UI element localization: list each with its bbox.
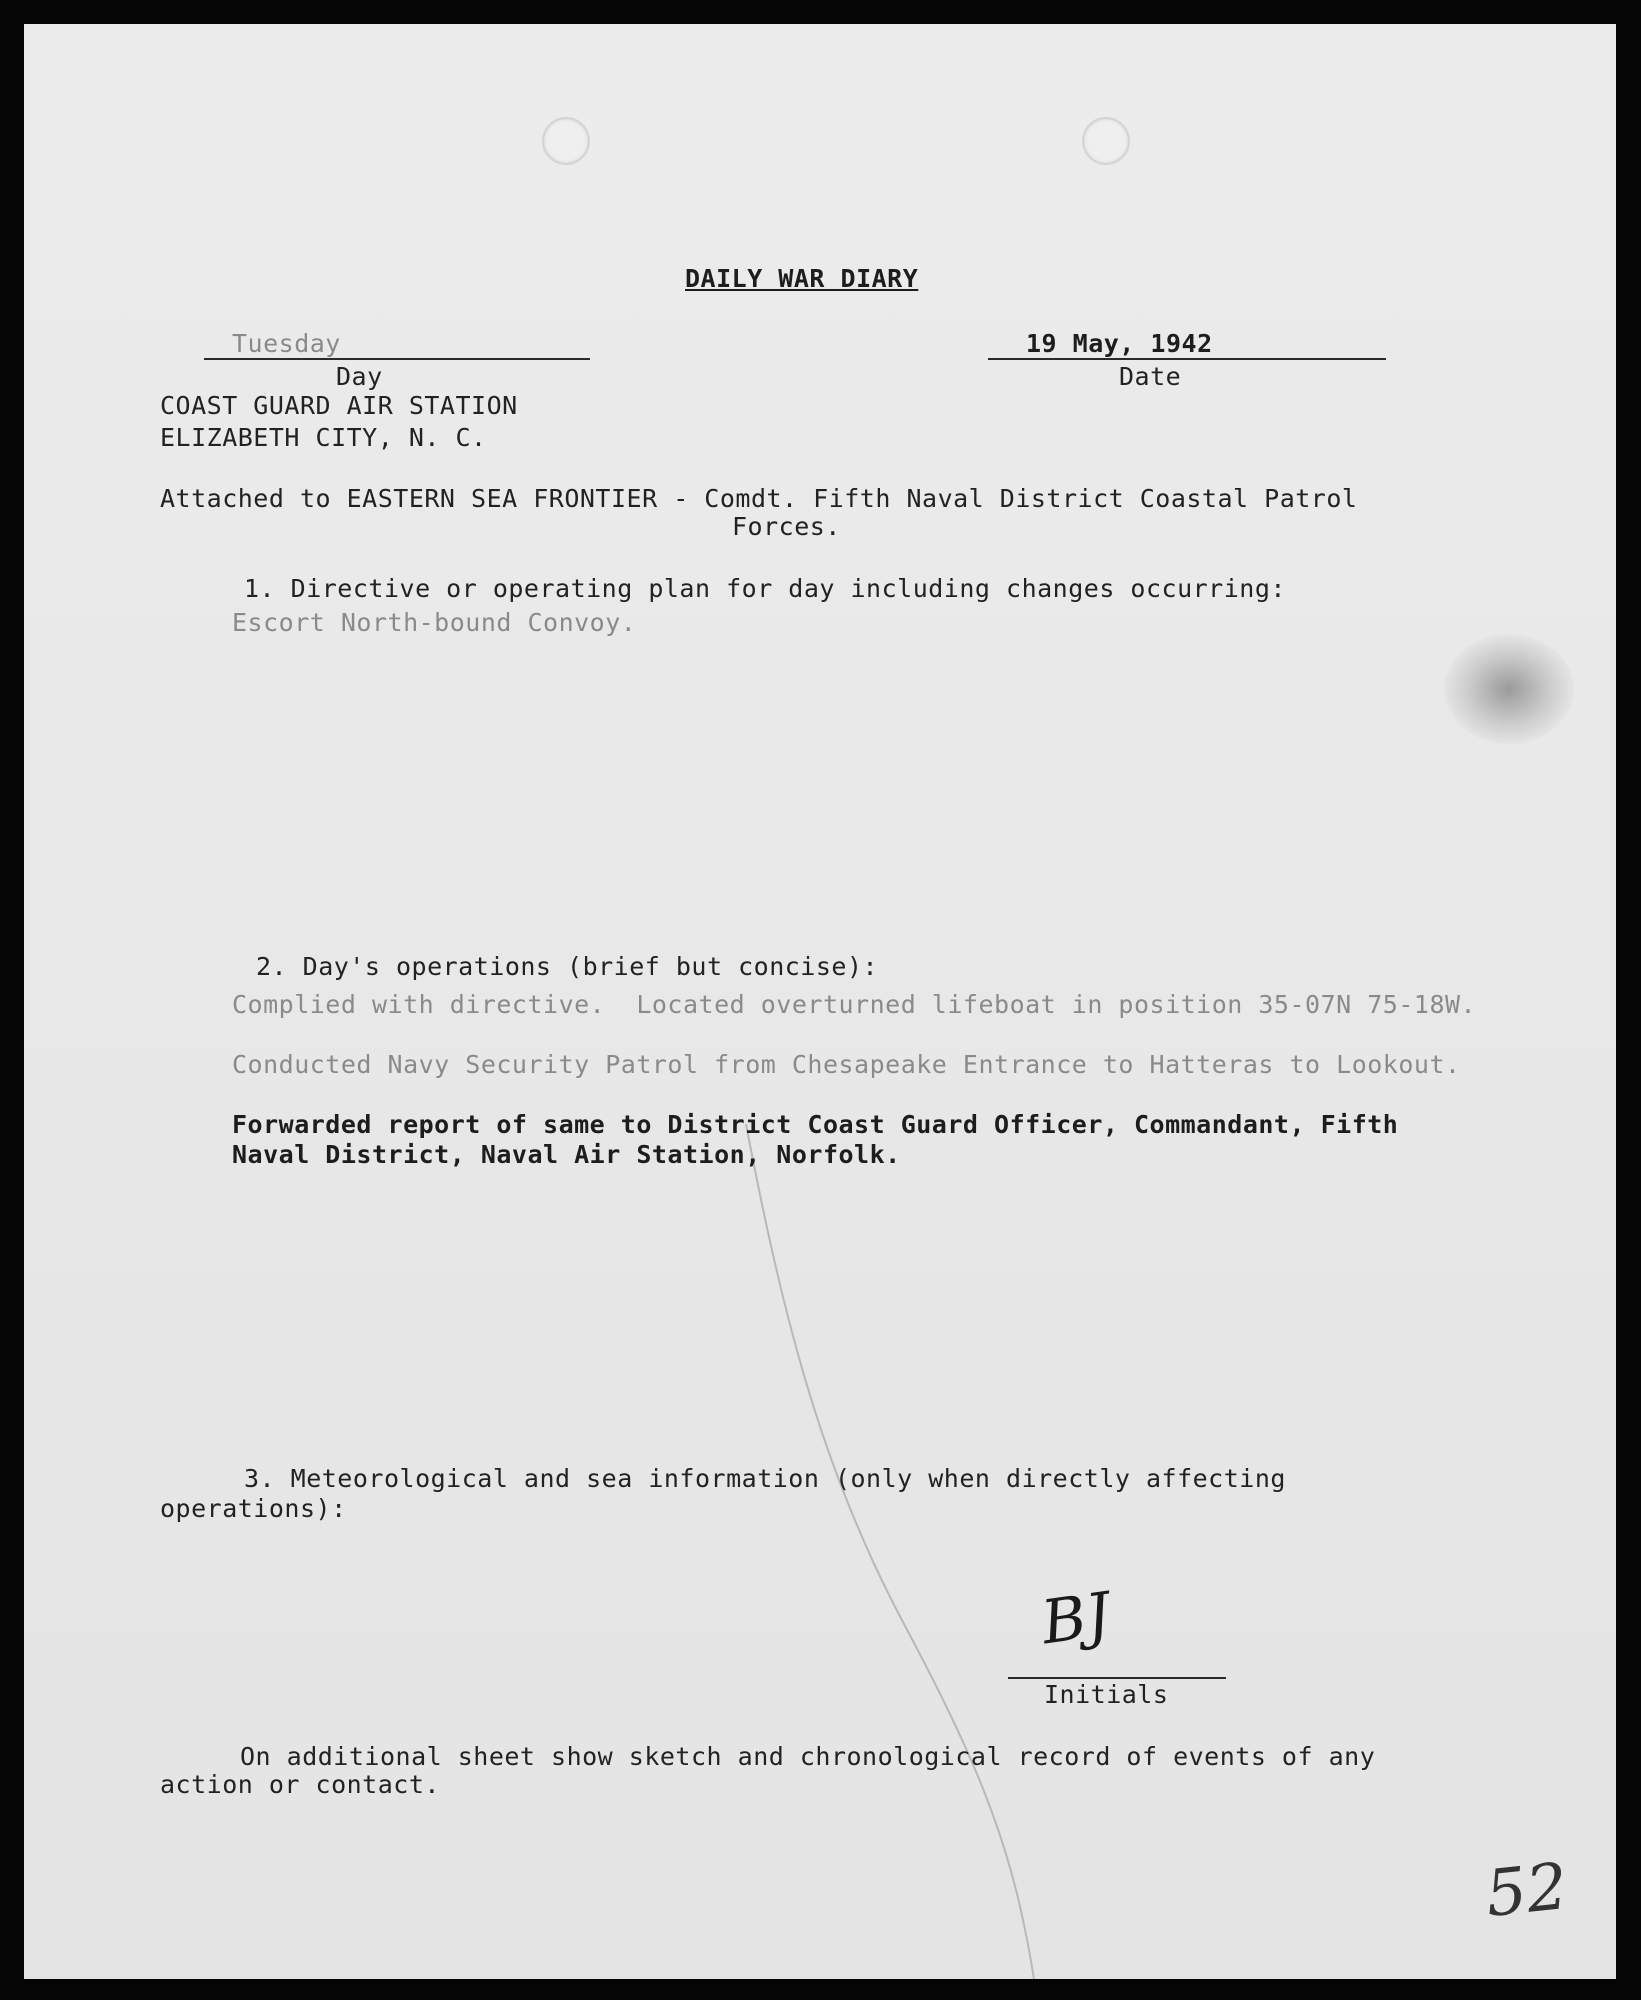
day-label: Day: [336, 362, 383, 391]
footer-line-1: On additional sheet show sketch and chronological record of events of any: [240, 1742, 1376, 1771]
attached-line-1: Attached to EASTERN SEA FRONTIER - Comdt. Fifth Naval District Coastal Patrol: [160, 484, 1358, 513]
station-line-1: COAST GUARD AIR STATION: [160, 391, 518, 420]
date-value: 19 May, 1942: [1026, 329, 1213, 358]
section-1-body: Escort North-bound Convoy.: [232, 608, 637, 637]
footer-line-2: action or contact.: [160, 1770, 440, 1799]
section-2-line-1: Complied with directive. Located overturned lifeboat in position 35-07N 75-18W.: [232, 990, 1477, 1019]
section-2-line-4: Naval District, Naval Air Station, Norfolk.: [232, 1140, 901, 1169]
section-3-line-1: 3. Meteorological and sea information (only when directly affecting: [244, 1464, 1286, 1493]
day-value: Tuesday: [232, 329, 341, 358]
section-2-line-2: Conducted Navy Security Patrol from Chesapeake Entrance to Hatteras to Lookout.: [232, 1050, 1461, 1079]
document-page: [24, 24, 1616, 1979]
day-underline: [204, 358, 590, 360]
section-3-line-2: operations):: [160, 1494, 347, 1523]
initials-signature: BJ: [1037, 1579, 1115, 1659]
document-title: DAILY WAR DIARY: [685, 264, 919, 293]
attached-line-2: Forces.: [732, 512, 841, 541]
section-2-line-3: Forwarded report of same to District Coast Guard Officer, Commandant, Fifth: [232, 1110, 1399, 1139]
station-line-2: ELIZABETH CITY, N. C.: [160, 423, 487, 452]
date-underline: [988, 358, 1386, 360]
initials-label: Initials: [1044, 1680, 1169, 1709]
section-1-heading: 1. Directive or operating plan for day including changes occurring:: [244, 574, 1286, 603]
initials-underline: [1008, 1677, 1226, 1679]
section-2-heading: 2. Day's operations (brief but concise):: [256, 952, 879, 981]
date-label: Date: [1119, 362, 1182, 391]
page-number: 52: [1482, 1849, 1572, 1933]
